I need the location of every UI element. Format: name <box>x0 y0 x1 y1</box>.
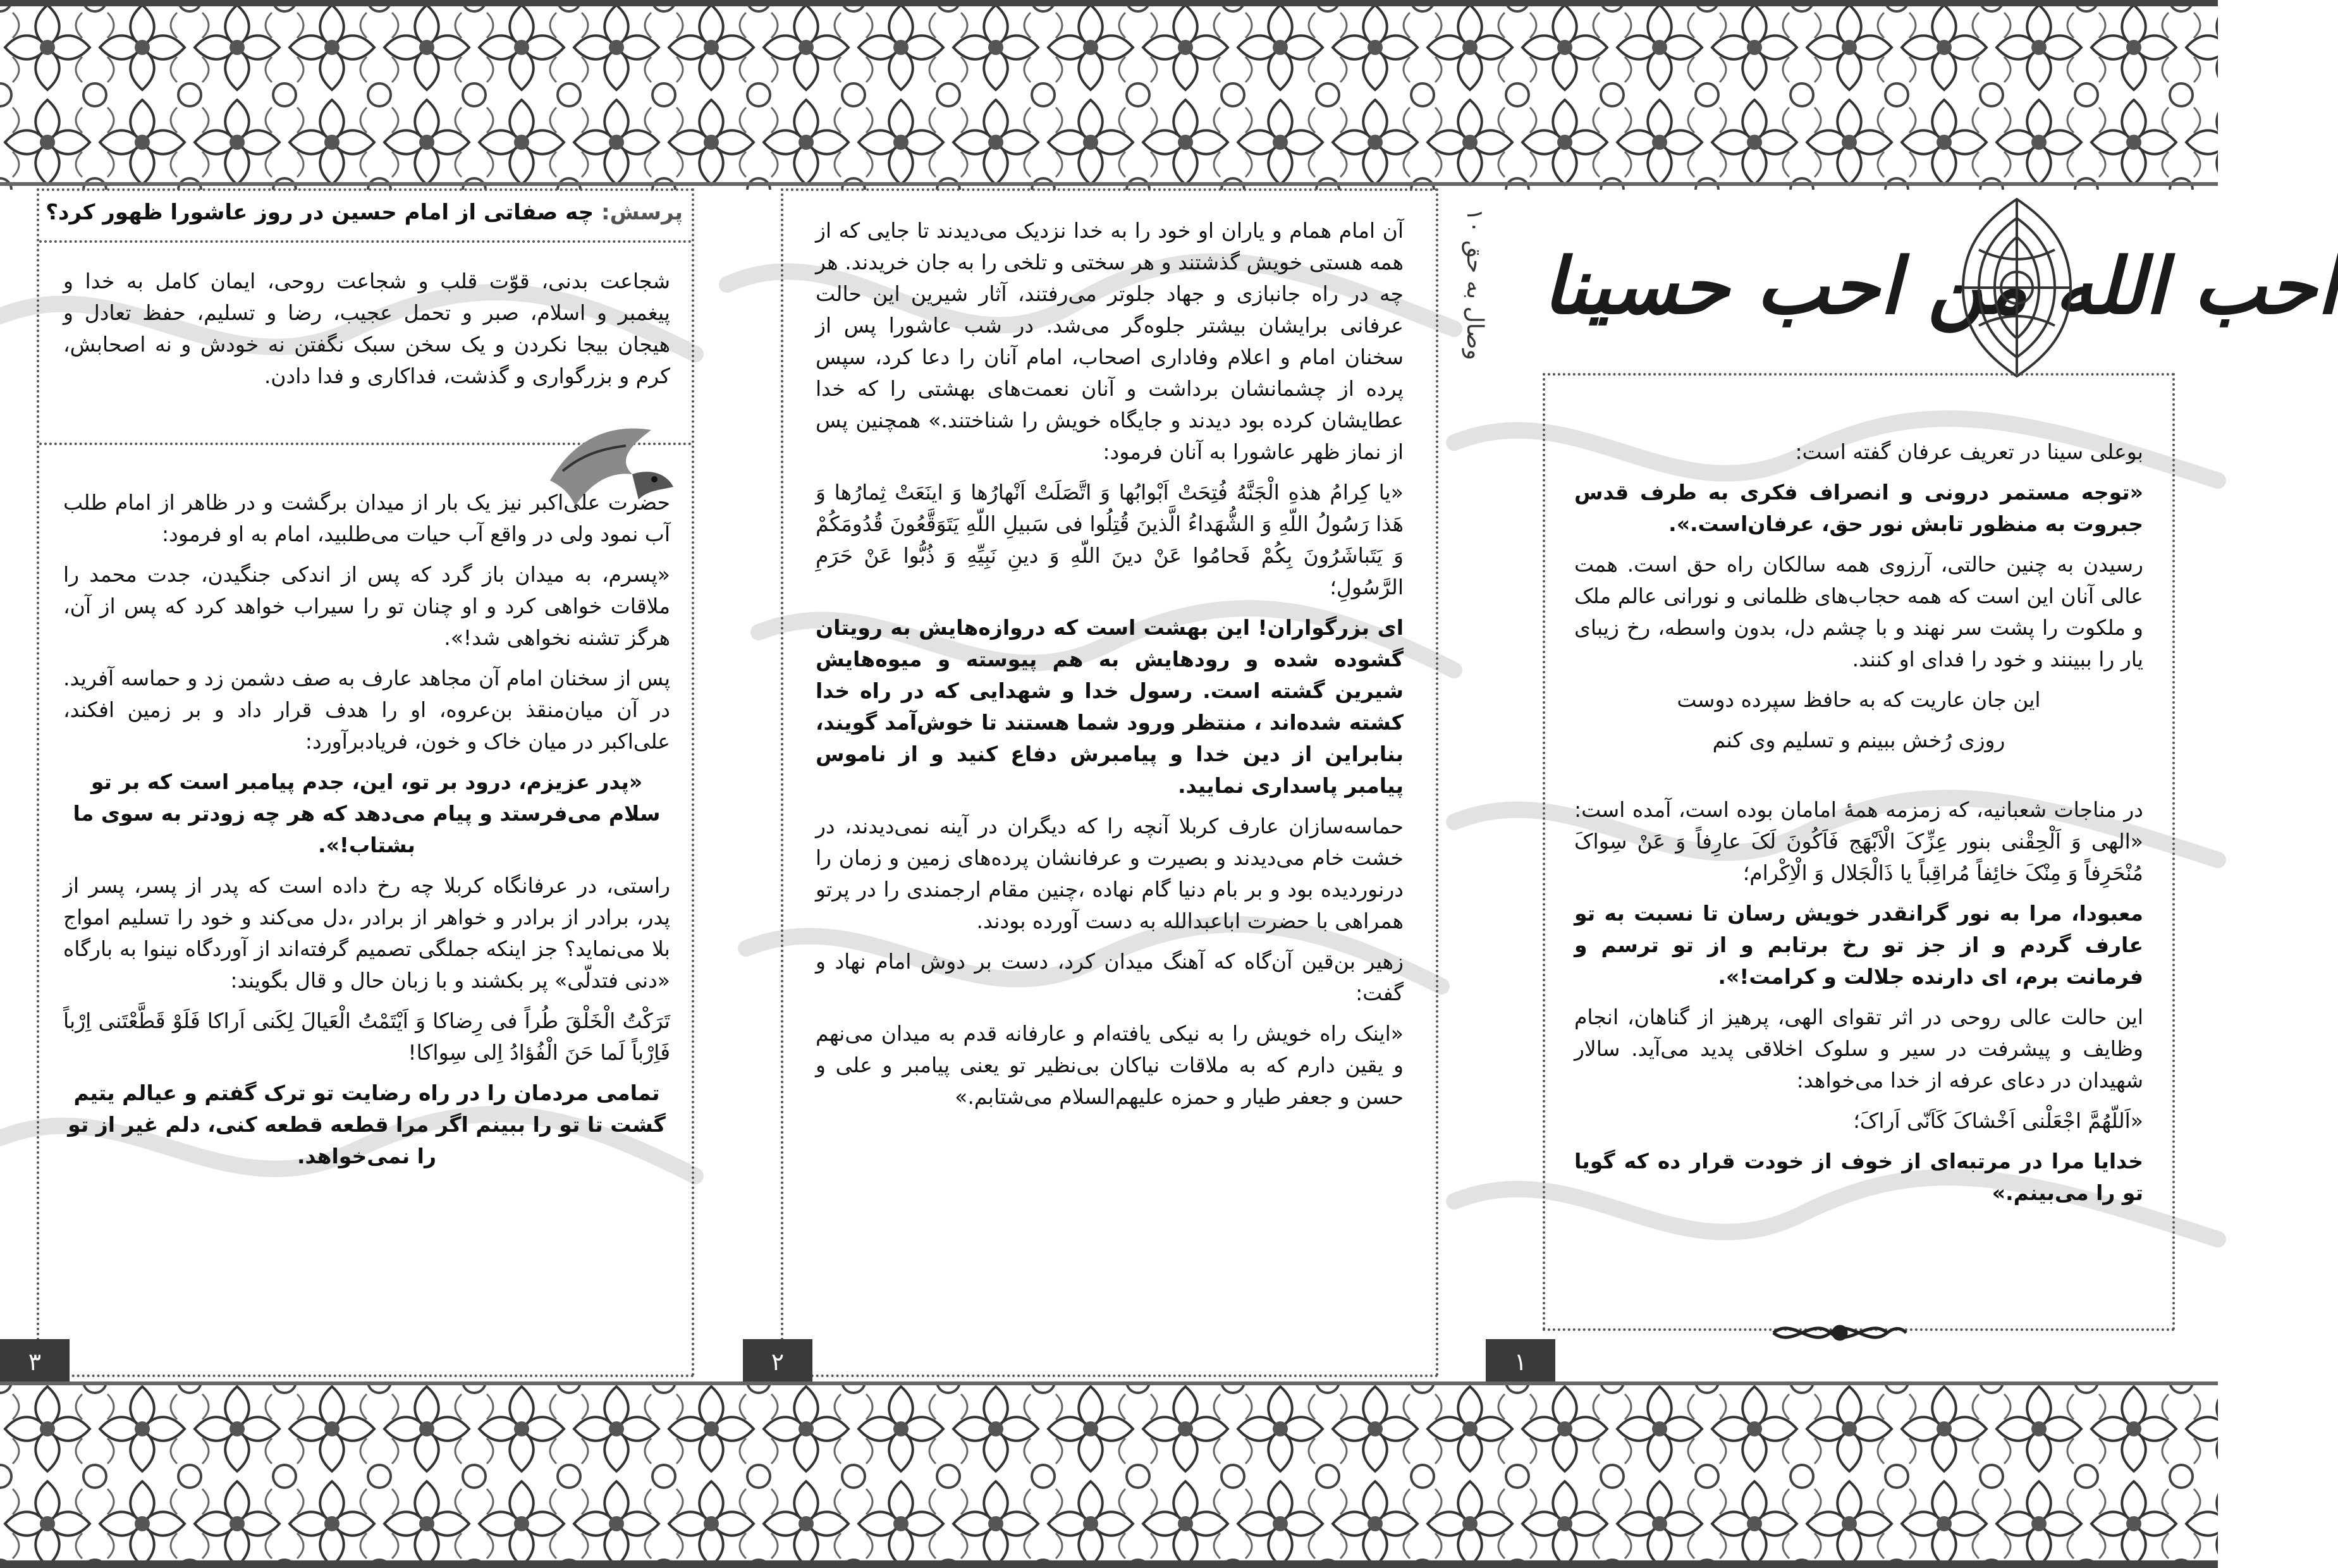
col3-body <box>63 487 670 1181</box>
question-divider <box>39 240 692 243</box>
page-number-2: ۲ <box>743 1339 812 1385</box>
col2-p5: «اینک راه خویش را به نیکی یافته‌ام و عارفانه قدم به میدان می‌نهم و یقین دارم که به ملاقات نیاکان بی‌نظیر تو یعنی پیامبر و علی و حسن و جعفر طیار و حمزه علیهم‌السلام می‌شتابم.» <box>816 1021 1404 1109</box>
col2-p3: حماسه‌سازان عارف کربلا آنچه را که دیگران در آینه نمی‌دیدند، در خشت خام می‌دیدند و بصیرت و عرفانشان پرده‌های زمین و زمان را درنوردیده بود و بر بام دنیا گام نهاده ،چنین مقام ارجمندی را در پرتو همراهی با حضرت اباعبدالله به دست آورده بودند. <box>816 814 1404 933</box>
page-number-3: ۳ <box>0 1339 70 1385</box>
col2-p2b: ای بزرگواران! این بهشت است که دروازه‌هایش به رویتان گشوده شده و رودهایش به هم پیوسته و میوه‌هایش شیرین گشته است. رسول خدا و شهدایی که در راه خدا کشته شده‌اند ، منتظر ورود شما هستند تا خوش‌آمد گویند، بنابراین از دین خدا و پیامبرش دفاع کنید و از ناموس پیامبر پاسداری نمایید. <box>816 615 1404 798</box>
bottom-ornament-band <box>0 1381 2218 1568</box>
end-ornament <box>1767 1314 1913 1352</box>
calligraphy-title: احب الله من احب حسینا <box>1543 240 2338 331</box>
section-vertical-title: ۱۰ وصال به حق <box>1462 209 1488 360</box>
col1-p3: رسیدن به چنین حالتی، آرزوی همه سالکان راه حق است. همت عالی آنان این است که همه حجاب‌های ظلمانی و نورانی عالم ملک و ملکوت را پشت سر نهند و با چشم دل، بدون واسطه، رخ زیبای یار را ببینند و خود را فدای او کنند. <box>1574 552 2143 671</box>
col1-p2: «توجه مستمر درونی و انصراف فکری به طرف قدس جبروت به منظور تابش نور حق، عرفان‌است.». <box>1574 480 2143 536</box>
col3-p2: «پسرم، به میدان باز گرد که پس از اندکی جنگیدن، جدت محمد را ملاقات خواهی کرد و او چنان تو را سیراب خواهد کرد که پس از آن، هرگز تشنه نخواهی شد!». <box>63 562 670 650</box>
col1-poem2: روزی رُخش ببینم و تسلیم وی کنم <box>1712 728 2005 752</box>
col3-p7: تمامی مردمان را در راه رضایت تو ترک گفتم و عیالم یتیم گشت تا تو را ببینم اگر مرا قطعه قطعه کنی، دلم غیر از تو را نمی‌خواهد. <box>68 1081 666 1168</box>
col3-p3: پس از سخنان امام آن مجاهد عارف به صف دشمن زد و حماسه آفرید. در آن میان‌منقذ بن‌عروه، او را هدف قرار داد و بر زمین افکند، علی‌اکبر در میان خاک و خون، فریادبرآورد: <box>63 666 670 754</box>
col1-body <box>1574 436 2143 1218</box>
top-ornament-band <box>0 0 2218 190</box>
col2-p4: زهیر بن‌قین آن‌گاه که آهنگ میدان کرد، دست بر دوش امام نهاد و گفت: <box>816 949 1404 1005</box>
col1-p6a: «اَللّهُمَّ اجْعَلْنی اَخْشاکَ کَاَنّی اَراکَ؛ <box>1853 1108 2143 1133</box>
col1-p6b: خدایا مرا در مرتبه‌ای از خوف از خودت قرار ده که گویا تو را می‌بینم.» <box>1574 1149 2143 1205</box>
answer-paragraph: شجاعت بدنی، قوّت قلب و شجاعت روحی، ایمان کامل به خدا و پیغمبر و اسلام، صبر و تحمل عجیب، رضا و تسلیم، حفظ تعادل و هیجان بیجا نکردن و یک سخن سبک نگفتن نه خودش و نه اصحابش، کرم و بزرگواری و گذشت، فداکاری و فدا دادن. <box>63 269 670 388</box>
page-number-1: ۱ <box>1486 1339 1555 1385</box>
col3-p4: «پدر عزیزم، درود بر تو، این، جدم پیامبر است که بر تو سلام می‌فرستد و پیام می‌دهد که هر چه زودتر به سوی ما بشتاب!». <box>73 769 661 857</box>
medallion-ornament <box>1944 193 2090 383</box>
question-heading <box>44 200 683 225</box>
col1-p4b: معبودا، مرا به نور گرانقدر خویش رسان تا نسبت به تو عارف گردم و از جز تو رخ برتابم و از تو ترسم و فرمانت برم، ای دارنده جلالت و کرامت!». <box>1574 901 2143 989</box>
col1-p4: در مناجات شعبانیه، که زمزمه همهٔ امامان بوده است، آمده است: «الهی وَ اَلْحِقْنی بنور عِزِّکَ الْاَبْهَج فَاَکُونَ لَکَ عارِفاً وَ عَنْ سِواکَ مُنْحَرِفاً وَ مِنْکَ خائِفاً مُراقِباً یا ذَالْجَلال وَ الْاِکْرام؛ <box>1574 797 2143 885</box>
answer-text <box>63 266 670 401</box>
col2-p2: «یا کِرامُ هذهِ الْجَنَّهُ فُتِحَتْ اَبْوابُها وَ اتَّصَلَتْ اَنْهارُها وَ اینَعَتْ ثِمارُها وَ هَذا رَسُولُ اللّهِ وَ الشُّهَداءُ الَّذینَ قُتِلُوا فی سَبیلِ اللّهِ یَتَوَقَّعُونَ قُدُومَکُمْ وَ یَتَباشَرُونَ بِکُمْ فَحامُوا عَنْ دینَ اللّهِ وَ دینِ نَبِیِّهِ وَ ذُبُّوا عَنْ حَرَمِ الرَّسُولِ؛ <box>816 480 1404 599</box>
col3-p1: حضرت علی‌اکبر نیز یک بار از میدان برگشت و در ظاهر از امام طلب آب نمود ولی در واقع آب حیات می‌طلبید، امام به او فرمود: <box>63 490 670 546</box>
col2-body <box>816 215 1404 1122</box>
question-label: پرسش: <box>601 200 683 225</box>
col3-p6: تَرَکْتُ الْخَلْقَ طُراً فی رِضاکا وَ اَیْتَمْتُ الْعَیالَ لِکَنی اَراکا فَلَوْ قَطَّعْتَنی اِرْباً فَاِرْباً لَما حَنَ الْفُؤادُ اِلی سِواکا! <box>63 1008 670 1065</box>
col3-p5: راستی، در عرفانگاه کربلا چه رخ داده است که پدر از پسر، پسر از پدر، برادر از برادر و خواهر از برادر ،دل می‌کند و خود را تسلیم امواج بلا می‌نماید؟ جز اینکه جملگی تصمیم گرفته‌اند از آوردگاه نینوا به بارگاه «دنی فتدلّی» پر بکشند و با زبان حال و قال بگویند: <box>63 873 670 993</box>
top-ornament-svg <box>0 0 2218 190</box>
question-text: چه صفاتی از امام حسین در روز عاشورا ظهور کرد؟ <box>46 200 594 225</box>
col1-p5: این حالت عالی روحی در اثر تقوای الهی، پرهیز از گناهان، انجام وظایف و پیشرفت در سیر و سلوک اخلاقی پدید می‌آید. سالار شهیدان در دعای عرفه از خدا می‌خواهد: <box>1574 1005 2143 1093</box>
col2-p1: آن امام همام و یاران او خود را به خدا نزدیک می‌دیدند تا جایی که از همه هستی خویش گذشتند و هر سختی و تلخی را به جان خریدند. هر چه در راه جانبازی و جهاد جلوتر می‌رفتند، آثار شیرین این حالت عرفانی برایشان بیشتر جلوه‌گر می‌شد. در شب عاشورا پس از سخنان امام و اعلام وفاداری اصحاب، امام آنان را دعا کرد، سپس پرده از چشمانشان برداشت و آنان نعمت‌های بهشتی را که خدا عطایشان کرده بود دیدند و جایگاه خویش را شناختند.» همچنین پس از نماز ظهر عاشورا به آنان فرمود: <box>816 218 1404 464</box>
col1-p1: بوعلی سینا در تعریف عرفان گفته است: <box>1795 439 2143 464</box>
bottom-ornament-svg <box>0 1381 2218 1568</box>
col1-poem1: این جان عاریت که به حافظ سپرده دوست <box>1677 687 2041 712</box>
